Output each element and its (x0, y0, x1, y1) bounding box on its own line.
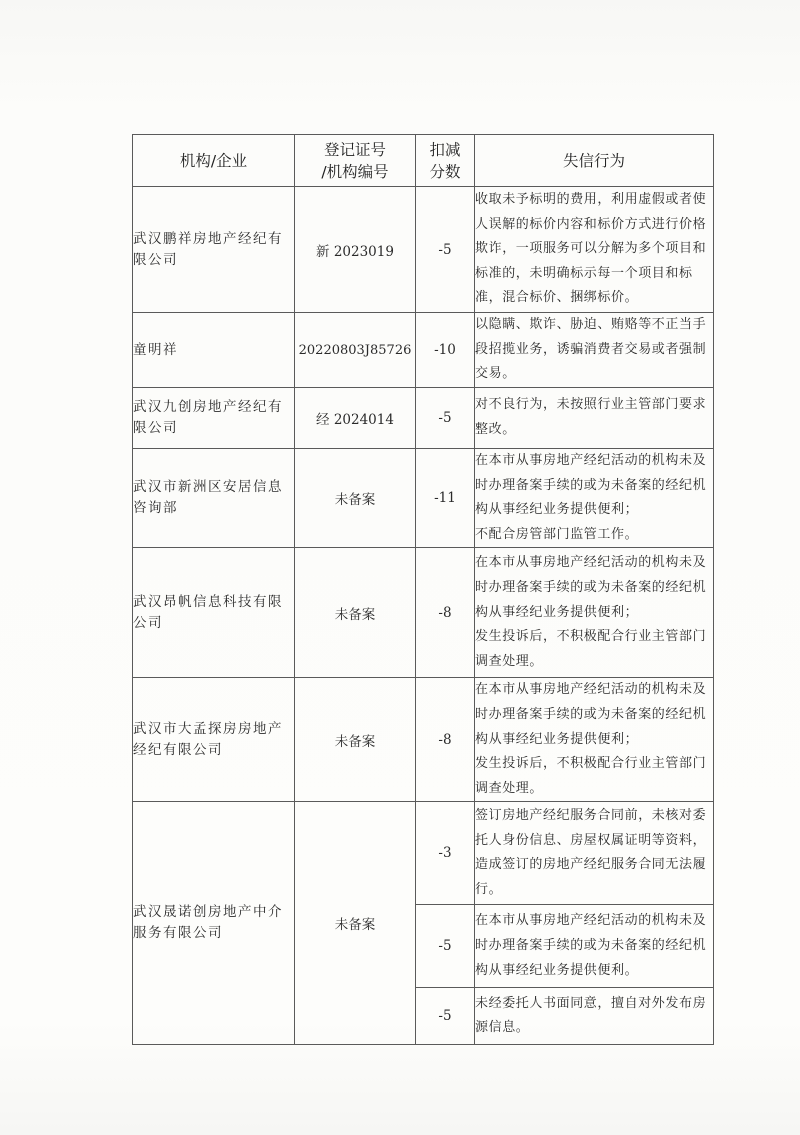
behavior-text: 在本市从事房地产经纪活动的机构未及时办理备案手续的或为未备案的经纪机构从事经纪业务提供便利； (475, 453, 707, 518)
org-cell: 武汉昂帆信息科技有限公司 (133, 548, 295, 678)
org-cell: 武汉市新洲区安居信息咨询部 (133, 449, 295, 548)
score-cell: -8 (416, 678, 475, 802)
behavior-cell (475, 905, 714, 988)
behavior-text: 对不良行为，未按照行业主管部门要求整改。 (475, 397, 707, 437)
registration-cell: 未备案 (295, 548, 416, 678)
behavior-cell (475, 548, 714, 678)
behavior-cell (475, 388, 714, 449)
registration-cell: 未备案 (295, 449, 416, 548)
registration-cell: 未备案 (295, 802, 416, 1045)
table-row (133, 187, 714, 313)
header-score (416, 135, 475, 187)
table-row (133, 449, 714, 548)
table-row (133, 313, 714, 388)
behavior-cell (475, 187, 714, 313)
table-row (133, 678, 714, 802)
behavior-text: 在本市从事房地产经纪活动的机构未及时办理备案手续的或为未备案的经纪机构从事经纪业务提供便利。 (475, 913, 707, 978)
behavior-text: 不配合房管部门监管工作。 (475, 526, 639, 542)
score-cell: -5 (416, 187, 475, 313)
header-registration (295, 135, 416, 187)
behavior-text: 收取未予标明的费用，利用虚假或者使人误解的标价内容和标价方式进行价格欺诈，一项服务可以分解为多个项目和标准的，未明确标示每一个项目和标准，混合标价、捆绑标价。 (475, 192, 707, 306)
score-cell: -11 (416, 449, 475, 548)
org-cell: 童明祥 (133, 313, 295, 388)
score-cell: -3 (416, 802, 475, 905)
behavior-cell (475, 802, 714, 905)
header-score-line2: 分数 (429, 162, 461, 181)
registration-cell: 经 2024014 (295, 388, 416, 449)
table-row (133, 548, 714, 678)
credit-violation-table (132, 134, 714, 1045)
table-row (133, 388, 714, 449)
header-registration-line1: 登记证号 (323, 140, 386, 159)
behavior-cell (475, 313, 714, 388)
behavior-text: 在本市从事房地产经纪活动的机构未及时办理备案手续的或为未备案的经纪机构从事经纪业务提供便利； (475, 682, 707, 747)
behavior-cell (475, 678, 714, 802)
score-cell: -5 (416, 905, 475, 988)
org-cell: 武汉市大孟探房房地产经纪有限公司 (133, 678, 295, 802)
score-cell: -5 (416, 988, 475, 1045)
behavior-text: 未经委托人书面同意，擅自对外发布房源信息。 (475, 995, 707, 1036)
header-score-line1: 扣减 (429, 140, 461, 159)
registration-cell: 未备案 (295, 678, 416, 802)
header-registration-line2: /机构编号 (321, 162, 389, 181)
behavior-text: 发生投诉后，不积极配合行业主管部门调查处理。 (475, 756, 707, 796)
org-cell: 武汉九创房地产经纪有限公司 (133, 388, 295, 449)
header-org: 机构/企业 (133, 135, 295, 187)
org-cell: 武汉鹏祥房地产经纪有限公司 (133, 187, 295, 313)
table-row (133, 802, 714, 905)
behavior-text: 在本市从事房地产经纪活动的机构未及时办理备案手续的或为未备案的经纪机构从事经纪业务提供便利； (475, 555, 707, 620)
behavior-text: 发生投诉后，不积极配合行业主管部门调查处理。 (475, 629, 707, 669)
behavior-cell (475, 988, 714, 1045)
behavior-text: 签订房地产经纪服务合同前，未核对委托人身份信息、房屋权属证明等资料，造成签订的房地产经纪服务合同无法履行。 (475, 808, 707, 897)
score-cell: -10 (416, 313, 475, 388)
org-cell: 武汉晟诺创房地产中介服务有限公司 (133, 802, 295, 1045)
header-behavior: 失信行为 (475, 135, 714, 187)
behavior-cell (475, 449, 714, 548)
score-cell: -8 (416, 548, 475, 678)
registration-cell: 20220803J85726 (295, 313, 416, 388)
registration-cell: 新 2023019 (295, 187, 416, 313)
score-cell: -5 (416, 388, 475, 449)
header-row (133, 135, 714, 187)
behavior-text: 以隐瞒、欺诈、胁迫、贿赂等不正当手段招揽业务，诱骗消费者交易或者强制交易。 (475, 317, 707, 382)
